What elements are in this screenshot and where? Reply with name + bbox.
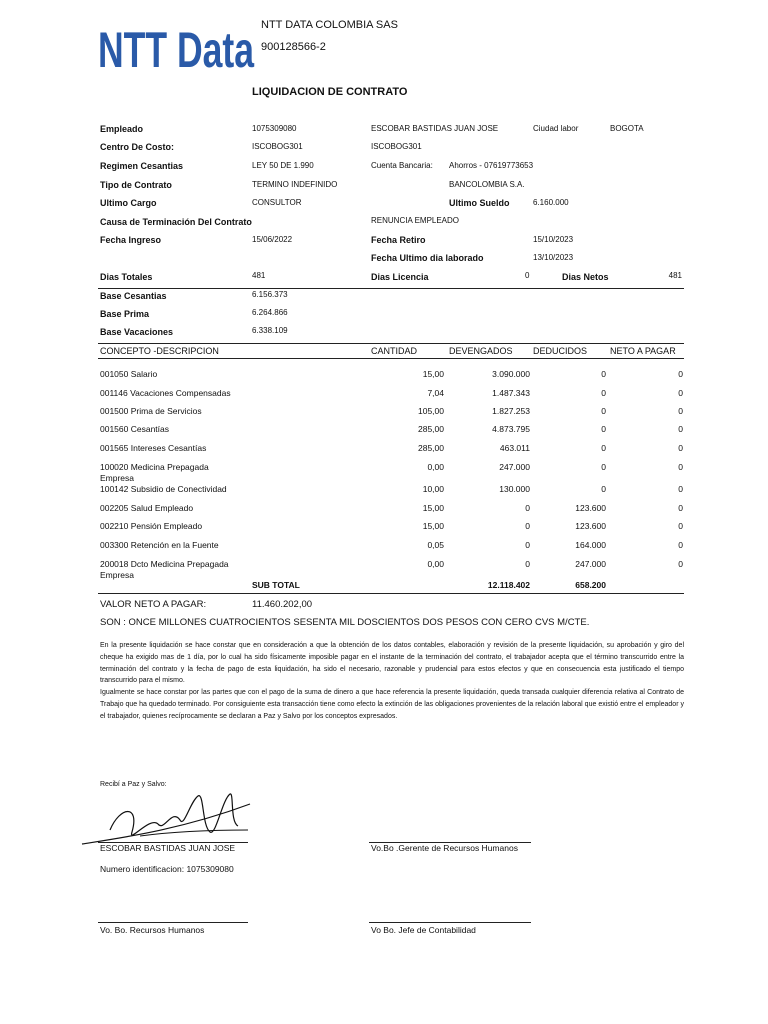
base-cesantias-value: 6.156.373 bbox=[252, 290, 288, 299]
row-deducidos: 247.000 bbox=[575, 559, 606, 569]
tipo-contrato-value: TERMINO INDEFINIDO bbox=[252, 180, 338, 189]
divider bbox=[98, 593, 684, 594]
document-title: LIQUIDACION DE CONTRATO bbox=[252, 86, 408, 98]
fecha-ingreso-label: Fecha Ingreso bbox=[100, 235, 162, 245]
legal-paragraph-2: Igualmente se hace constar por las partes que con el pago de la suma de dinero a que hace referencia la presente liquidación, queda transada cualquier diferencia relativa al Contrato de Trabajo que ha quedado terminado. Por consiguiente esta transacción tiene como efecto la extinción de las obligaciones provenientes de la relación laboral que existió entre el empleador y el trabajador, quienes recíprocamente se declaran a Paz y Salvo por los conceptos expresados. bbox=[100, 689, 684, 720]
son-amount-words: SON : ONCE MILLONES CUATROCIENTOS SESENTA MIL DOSCIENTOS DOS PESOS CON CERO CVS M/CTE. bbox=[100, 617, 590, 628]
row-concepto: 001560 Cesantías bbox=[100, 424, 169, 434]
divider bbox=[98, 358, 684, 359]
signature-line-rrhh bbox=[98, 922, 248, 923]
row-concepto: 100020 Medicina Prepagada Empresa bbox=[100, 462, 209, 483]
cuenta-label: Cuenta Bancaria: bbox=[371, 161, 433, 170]
row-deducidos: 0 bbox=[601, 443, 606, 453]
row-concepto: 001050 Salario bbox=[100, 369, 158, 379]
row-deducidos: 0 bbox=[601, 484, 606, 494]
dias-licencia-value: 0 bbox=[525, 271, 530, 280]
col-header-devengados: DEVENGADOS bbox=[449, 346, 513, 356]
row-neto: 0 bbox=[678, 540, 683, 550]
row-neto: 0 bbox=[678, 559, 683, 569]
base-vacaciones-value: 6.338.109 bbox=[252, 326, 288, 335]
contabilidad-label: Vo Bo. Jefe de Contabilidad bbox=[371, 925, 476, 935]
row-devengados: 1.827.253 bbox=[492, 406, 530, 416]
rrhh-label: Vo. Bo. Recursos Humanos bbox=[100, 925, 205, 935]
divider bbox=[98, 343, 684, 344]
base-vacaciones-label: Base Vacaciones bbox=[100, 327, 174, 337]
empleado-signature-name: ESCOBAR BASTIDAS JUAN JOSE bbox=[100, 843, 236, 853]
signature-line-contabilidad bbox=[369, 922, 531, 923]
ultimo-cargo-label: Ultimo Cargo bbox=[100, 198, 157, 208]
row-neto: 0 bbox=[678, 388, 683, 398]
dias-netos-value: 481 bbox=[668, 271, 682, 280]
subtotal-deducidos: 658.200 bbox=[575, 580, 606, 590]
row-concepto: 001565 Intereses Cesantías bbox=[100, 443, 207, 453]
row-devengados: 463.011 bbox=[499, 443, 530, 453]
centro-label: Centro De Costo: bbox=[100, 142, 174, 152]
ultimo-sueldo-value: 6.160.000 bbox=[533, 198, 569, 207]
row-devengados: 130.000 bbox=[499, 484, 530, 494]
col-header-cantidad: CANTIDAD bbox=[371, 346, 418, 356]
regimen-label: Regimen Cesantias bbox=[100, 161, 184, 171]
ciudad-value: BOGOTA bbox=[610, 124, 644, 133]
row-deducidos: 0 bbox=[601, 406, 606, 416]
dias-totales-value: 481 bbox=[252, 271, 266, 280]
empleado-label: Empleado bbox=[100, 124, 144, 134]
numero-identificacion: Numero identificacion: 1075309080 bbox=[100, 864, 234, 874]
subtotal-devengados: 12.118.402 bbox=[487, 580, 530, 590]
row-deducidos: 0 bbox=[601, 462, 606, 472]
row-neto: 0 bbox=[678, 484, 683, 494]
row-cantidad: 105,00 bbox=[418, 406, 444, 416]
row-concepto: 001500 Prima de Servicios bbox=[100, 406, 202, 416]
base-cesantias-label: Base Cesantias bbox=[100, 291, 167, 301]
row-devengados: 0 bbox=[525, 540, 530, 550]
centro-value-2: ISCOBOG301 bbox=[371, 142, 422, 151]
row-devengados: 3.090.000 bbox=[492, 369, 530, 379]
centro-value: ISCOBOG301 bbox=[252, 142, 303, 151]
ntt-data-logo bbox=[98, 20, 258, 76]
base-prima-label: Base Prima bbox=[100, 309, 150, 319]
row-cantidad: 0,05 bbox=[427, 540, 444, 550]
row-devengados: 0 bbox=[525, 521, 530, 531]
ciudad-label: Ciudad labor bbox=[533, 124, 579, 133]
row-cantidad: 285,00 bbox=[418, 443, 444, 453]
col-header-neto: NETO A PAGAR bbox=[610, 346, 676, 356]
divider bbox=[98, 288, 684, 289]
valor-neto-value: 11.460.202,00 bbox=[252, 599, 313, 610]
row-devengados: 0 bbox=[525, 503, 530, 513]
fecha-retiro-label: Fecha Retiro bbox=[371, 235, 426, 245]
company-name: NTT DATA COLOMBIA SAS bbox=[261, 19, 398, 31]
tipo-contrato-label: Tipo de Contrato bbox=[100, 180, 172, 190]
row-cantidad: 15,00 bbox=[422, 503, 444, 513]
row-deducidos: 123.600 bbox=[575, 521, 606, 531]
row-neto: 0 bbox=[678, 369, 683, 379]
legal-paragraph-1: En la presente liquidación se hace constar que en consideración a que la obtención de los datos contables, elaboración y revisión de la presente liquidación, su aprobación y giro del cheque ha exigido mas de 1 día, por lo cual ha sido físicamente imposible pagar en el instante de la terminación del contrato, el trabajador acepta que el término transcurrido entre la terminación del contrato y la fecha de pago de esta liquidación, ha sido el necesario, razonable y prudencial para estos efectos y que en consecuencia esta justificado el tiempo transcurrido para el mismo. bbox=[100, 642, 684, 685]
company-nit: 900128566-2 bbox=[261, 41, 326, 53]
base-prima-value: 6.264.866 bbox=[252, 308, 288, 317]
svg-text:NTT Data: NTT Data bbox=[98, 22, 255, 76]
row-concepto: 200018 Dcto Medicina Prepagada Empresa bbox=[100, 559, 229, 580]
row-deducidos: 0 bbox=[601, 424, 606, 434]
row-deducidos: 123.600 bbox=[575, 503, 606, 513]
fecha-ultimo-dia-label: Fecha Ultimo dia laborado bbox=[371, 253, 484, 263]
row-concepto: 003300 Retención en la Fuente bbox=[100, 540, 219, 550]
row-deducidos: 164.000 bbox=[575, 540, 606, 550]
row-neto: 0 bbox=[678, 424, 683, 434]
col-header-deducidos: DEDUCIDOS bbox=[533, 346, 588, 356]
empleado-id: 1075309080 bbox=[252, 124, 297, 133]
recibi-label: Recibí a Paz y Salvo: bbox=[100, 781, 167, 788]
fecha-retiro-value: 15/10/2023 bbox=[533, 235, 574, 244]
row-neto: 0 bbox=[678, 521, 683, 531]
dias-netos-label: Dias Netos bbox=[562, 272, 609, 282]
fecha-ultimo-dia-value: 13/10/2023 bbox=[533, 253, 574, 262]
row-neto: 0 bbox=[678, 503, 683, 513]
banco-value: BANCOLOMBIA S.A. bbox=[449, 180, 525, 189]
row-cantidad: 15,00 bbox=[422, 369, 444, 379]
row-cantidad: 15,00 bbox=[422, 521, 444, 531]
regimen-value: LEY 50 DE 1.990 bbox=[252, 161, 314, 170]
causa-terminacion-label: Causa de Terminación Del Contrato bbox=[100, 217, 252, 227]
row-devengados: 1.487.343 bbox=[492, 388, 530, 398]
row-deducidos: 0 bbox=[601, 369, 606, 379]
row-concepto: 100142 Subsidio de Conectividad bbox=[100, 484, 227, 494]
fecha-ingreso-value: 15/06/2022 bbox=[252, 235, 293, 244]
cuenta-value: Ahorros - 07619773653 bbox=[449, 161, 534, 170]
row-neto: 0 bbox=[678, 406, 683, 416]
empleado-nombre: ESCOBAR BASTIDAS JUAN JOSE bbox=[371, 124, 499, 133]
dias-totales-label: Dias Totales bbox=[100, 272, 153, 282]
row-cantidad: 0,00 bbox=[427, 559, 444, 569]
row-neto: 0 bbox=[678, 443, 683, 453]
row-concepto: 002210 Pensión Empleado bbox=[100, 521, 203, 531]
row-cantidad: 285,00 bbox=[418, 424, 444, 434]
row-concepto: 001146 Vacaciones Compensadas bbox=[100, 388, 231, 398]
valor-neto-label: VALOR NETO A PAGAR: bbox=[100, 599, 207, 610]
col-header-concepto: CONCEPTO -DESCRIPCION bbox=[100, 346, 219, 356]
gerente-rrhh-label: Vo.Bo .Gerente de Recursos Humanos bbox=[371, 843, 518, 853]
row-concepto: 002205 Salud Empleado bbox=[100, 503, 194, 513]
row-neto: 0 bbox=[678, 462, 683, 472]
row-cantidad: 7,04 bbox=[427, 388, 444, 398]
ultimo-cargo-value: CONSULTOR bbox=[252, 198, 302, 207]
row-devengados: 247.000 bbox=[499, 462, 530, 472]
ultimo-sueldo-label: Ultimo Sueldo bbox=[449, 198, 510, 208]
dias-licencia-label: Dias Licencia bbox=[371, 272, 429, 282]
row-cantidad: 0,00 bbox=[427, 462, 444, 472]
subtotal-label: SUB TOTAL bbox=[252, 580, 300, 590]
row-cantidad: 10,00 bbox=[422, 484, 444, 494]
row-devengados: 4.873.795 bbox=[492, 424, 530, 434]
causa-terminacion-value: RENUNCIA EMPLEADO bbox=[371, 216, 460, 225]
row-deducidos: 0 bbox=[601, 388, 606, 398]
row-devengados: 0 bbox=[525, 559, 530, 569]
